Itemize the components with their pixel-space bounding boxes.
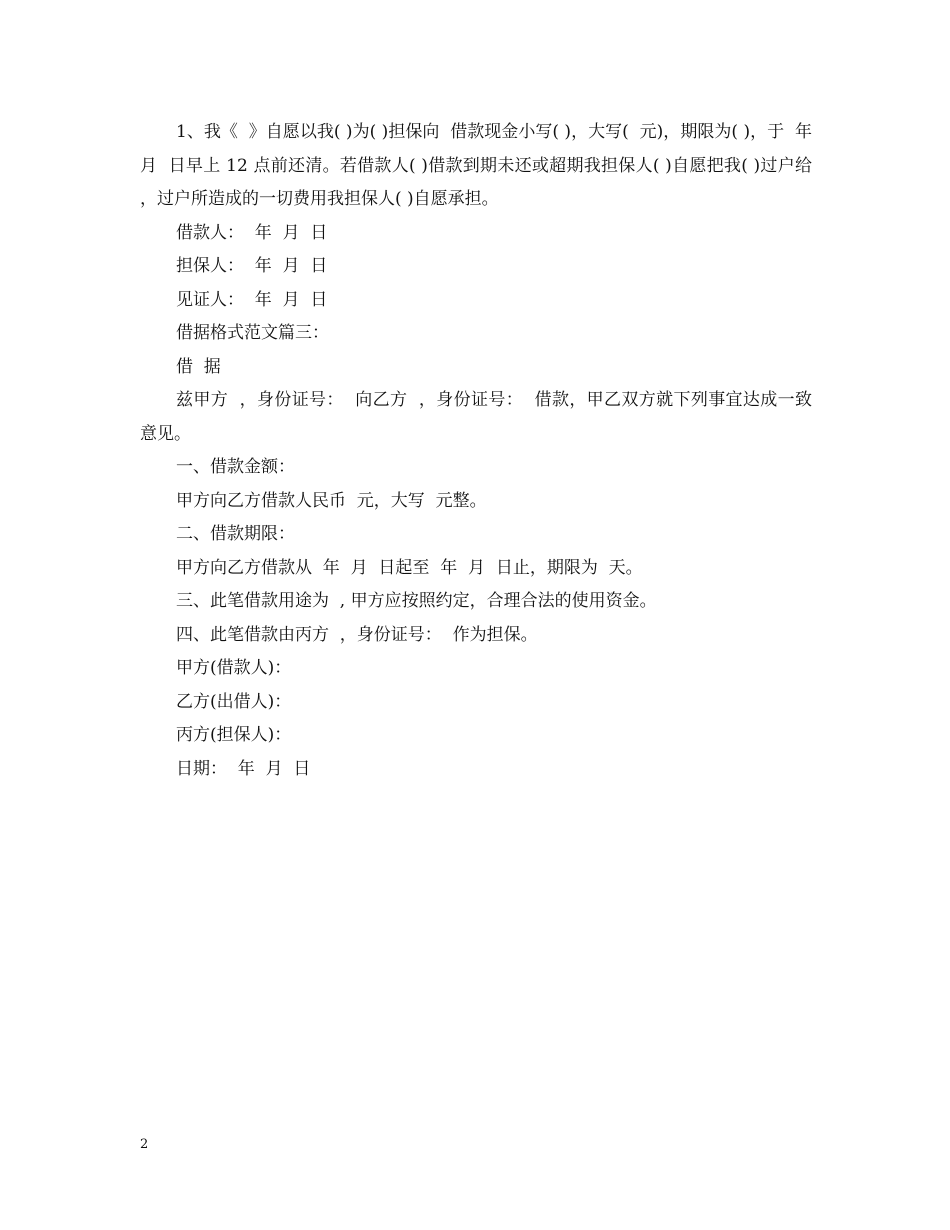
paragraph-borrower-signature: 借款人： 年 月 日 bbox=[176, 222, 328, 243]
paragraph-purpose-clause: 三、此笔借款用途为 , 甲方应按照约定，合理合法的使用资金。 bbox=[176, 591, 657, 611]
paragraph-term-detail: 甲方向乙方借款从 年 月 日起至 年 月 日止，期限为 天。 bbox=[176, 557, 643, 578]
paragraph-guarantee-party: 四、此笔借款由丙方 ，身份证号： 作为担保。 bbox=[176, 624, 538, 645]
page-number: 2 bbox=[140, 1137, 149, 1152]
paragraph-parties-intro: 兹甲方 ，身份证号： 向乙方 ，身份证号： 借款，甲乙双方就下列事宜达成一致意见。 bbox=[140, 390, 812, 444]
paragraph-amount-heading: 一、借款金额： bbox=[176, 457, 295, 477]
paragraph-party-c-signature: 丙方(担保人)： bbox=[176, 725, 292, 745]
paragraph-date-line: 日期： 年 月 日 bbox=[176, 758, 311, 779]
paragraph-party-a-signature: 甲方(借款人)： bbox=[176, 658, 292, 678]
paragraph-party-b-signature: 乙方(出借人)： bbox=[176, 691, 292, 712]
paragraph-guarantor-signature: 担保人： 年 月 日 bbox=[176, 256, 328, 276]
paragraph-witness-signature: 见证人： 年 月 日 bbox=[176, 289, 328, 310]
paragraph-document-title: 借 据 bbox=[176, 356, 221, 377]
document-body bbox=[140, 116, 823, 786]
paragraph-amount-detail: 甲方向乙方借款人民币 元，大写 元整。 bbox=[176, 490, 487, 511]
paragraph-guarantee-clause: 1、我《 》自愿以我( )为( )担保向 借款现金小写( )，大写( 元)，期限为( )，于 年 月 日早上 12 点前还清。若借款人( )借款到期未还或超期我担保人( )自愿把我( )过户给 ，过户所造成的一切费用我担保人( )自愿承担。 bbox=[140, 122, 823, 209]
paragraph-term-heading: 二、借款期限： bbox=[176, 524, 295, 544]
paragraph-section-heading: 借据格式范文篇三： bbox=[176, 323, 329, 343]
